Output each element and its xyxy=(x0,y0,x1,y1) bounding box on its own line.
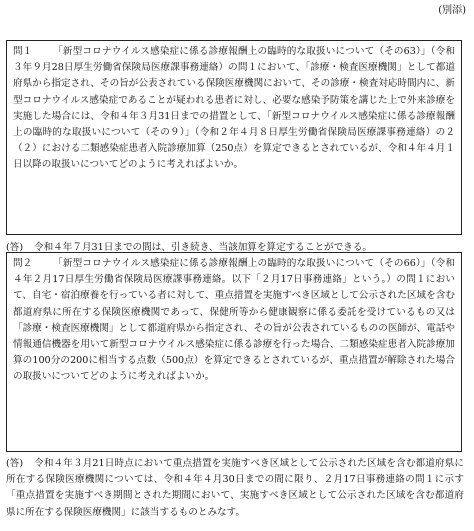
question-2-label: 問２ xyxy=(13,258,33,269)
answer-2-label: (答) xyxy=(6,458,24,469)
question-box-1 xyxy=(6,40,462,235)
answer-2-text: 令和４年３月21日時点において重点措置を実施すべき区域として公示された区域を含む都道府県に所在する保険医療機関については、令和４年４月30日までの間に限り、２月17日事務連絡の問１に示す「重点措置を実施すべき期間とされた期間において、実施すべき区域として公示された区域を含む都道府県に所在する保険医療機関」に該当するものとみなす。 xyxy=(6,458,464,518)
question-box-2 xyxy=(6,252,462,452)
question-1-label: 問１ xyxy=(13,46,33,57)
answer-1-label: (答) xyxy=(6,242,24,253)
answer-2 xyxy=(6,456,464,521)
attachment-label: (別添) xyxy=(438,5,466,16)
question-1-text: 「新型コロナウイルス感染症に係る診療報酬上の臨時的な取扱いについて（その63）」（令和３年９月28日厚生労働省保険局医療課事務連絡）の問１において、「診療・検査医療機関」として都道府県から指定され、その旨が公表されている保険医療機関において、その診療・検査対応時間内に、新型コロナウイルス感染症であることが疑われる患者に対し、必要な感染予防策を講じた上で外来診療を実施した場合には、令和４年３月31日までの措置として、「新型コロナウイルス感染症に係る診療報酬上の臨時的な取扱いについて（その９）」（令和２年４月８日厚生労働省保険局医療課事務連絡）の２（２）における二類感染症患者入院診療加算（250点）を算定できるとされているが、令和４年４月１日以降の取扱いについてどのように考えればよいか。 xyxy=(13,46,455,171)
question-2-text: 「新型コロナウイルス感染症に係る診療報酬上の臨時的な取扱いについて（その66）」（令和４年２月17日厚生労働省保険局医療課事務連絡。以下「２月17日事務連絡」という。）の問１において、自宅・宿泊療養を行っている者に対して、重点措置を実施すべき区域として公示された区域を含む都道府県に所在する保険医療機関であって、保健所等から健康観察に係る委託を受けているもの又は「診療・検査医療機関」として都道府県から指定され、その旨が公表されているものの医師が、電話や情報通信機器を用いて新型コロナウイルス感染症に係る診療を行った場合、二類感染症患者入院診療加算の100分の200に相当する点数（500点）を算定できるとされているが、重点措置が解除された場合の取扱いについてどのように考えればよいか。 xyxy=(13,258,455,383)
question-2 xyxy=(13,256,455,386)
answer-1-text: 令和４年７月31日までの間は、引き続き、当該加算を算定することができる。 xyxy=(34,242,373,253)
question-1 xyxy=(13,44,455,174)
